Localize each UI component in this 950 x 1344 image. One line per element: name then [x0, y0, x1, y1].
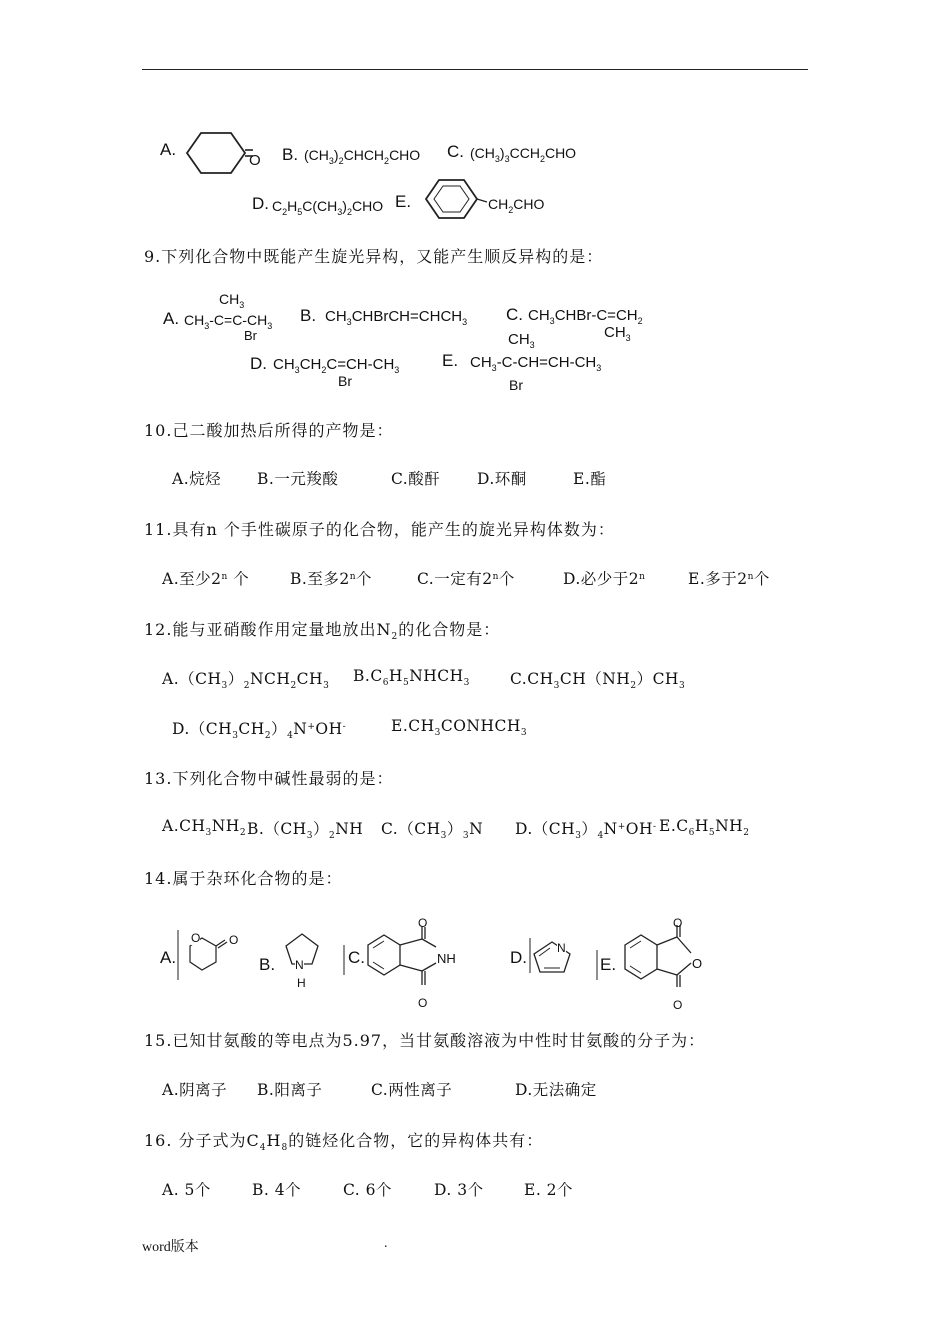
q9-option-d-label: D. — [250, 354, 267, 373]
q9-stem: 9.下列化合物中既能产生旋光异构，又能产生顺反异构的是： — [144, 247, 604, 266]
q8-option-d-formula: $C_2H_5C(CH_3)_2CHO$ — [272, 198, 384, 217]
q9-c-methyl: $CH_3$ — [604, 324, 631, 343]
bottom-carbonyl-oxygen: O — [418, 996, 428, 1010]
q13-option-c: $C.(CH_3)_3N$ — [381, 820, 484, 841]
q9-option-c-formula: $CH_3CHBr-C=CH_2$ — [528, 307, 643, 326]
q9-option-a-formula: $CH_3-C=C-CH_3$ — [184, 312, 273, 331]
q9-option-e-formula: $CH_3-C-CH=CH-CH_3$ — [470, 354, 602, 373]
bottom-carbonyl-oxygen: O — [673, 998, 683, 1012]
q8-option-d-label: D. — [252, 194, 269, 213]
q9-d-bromine: Br — [338, 373, 352, 389]
ring-nitrogen: N — [295, 958, 304, 972]
q8-option-b-formula: $(CH_3)_2CHCH_2CHO$ — [304, 147, 421, 166]
q15-stem: 15.已知甘氨酸的等电点为5.97，当甘氨酸溶液为中性时甘氨酸的分子为： — [144, 1031, 706, 1050]
q16-option-d: D. 3个 — [434, 1181, 484, 1199]
q9-option-b-label: B. — [300, 306, 317, 325]
q9-option-b-formula: $CH_3CHBrCH=CHCH_3$ — [325, 308, 468, 327]
q14-option-c-label: C. — [348, 948, 365, 967]
q16-option-c: C. 6个 — [343, 1181, 393, 1199]
q10-option-e: E.酯 — [573, 470, 607, 488]
q9-a-bromine: Br — [244, 328, 257, 343]
q12-option-a: $A.(CH_3)_2NCH_2CH_3$ — [162, 670, 330, 691]
q9-option-e-label: E. — [442, 351, 459, 370]
top-carbonyl-oxygen: O — [418, 916, 428, 930]
q15-option-c: C.两性离子 — [371, 1081, 453, 1099]
q9-e-methyl: $CH_3$ — [508, 331, 535, 350]
q12-option-d: $D.(CH_3CH_2)_4N^+OH^-$ — [172, 720, 347, 741]
pyrrolidine-structure — [284, 932, 324, 970]
header-rule — [142, 69, 808, 70]
q14-option-a-label: A. — [160, 948, 177, 967]
q11-option-e: E.多于2$^n$个 — [688, 570, 770, 588]
q9-option-a-label: A. — [163, 309, 180, 328]
q10-option-d: D.环酮 — [477, 470, 527, 488]
q13-option-a: $A.CH_3NH_2$ — [162, 817, 247, 838]
q9-option-c-label: C. — [506, 305, 523, 324]
q15-option-a: A.阴离子 — [162, 1081, 228, 1099]
carbonyl-oxygen: O — [229, 933, 239, 947]
q10-option-b: B.一元羧酸 — [257, 470, 339, 488]
q10-stem: 10.己二酸加热后所得的产物是： — [144, 421, 394, 440]
pyrrole-ring-structure — [532, 938, 577, 978]
ring-oxygen: O — [692, 956, 703, 971]
ring-oxygen: O — [191, 931, 201, 945]
q12-option-b: $B.C_6H_5NHCH_3$ — [353, 667, 470, 688]
q9-option-d-formula: $CH_3CH_2C=CH-CH_3$ — [273, 356, 400, 375]
q13-option-d: $D.(CH_3)_4N^+OH^-$ — [515, 820, 657, 841]
q11-option-b: B.至多2$^n$个 — [290, 570, 372, 588]
benzene-ring-structure — [425, 178, 495, 223]
q11-stem: 11.具有n 个手性碳原子的化合物，能产生的旋光异构体数为： — [144, 520, 615, 539]
q15-option-b: B.阳离子 — [257, 1081, 323, 1099]
q16-stem: 16. 分子式为$C_4H_8$的链烃化合物，它的异构体共有： — [144, 1131, 544, 1153]
q14-option-e-label: E. — [600, 955, 617, 974]
q11-option-c: C.一定有2$^n$个 — [417, 570, 515, 588]
q16-option-e: E. 2个 — [524, 1181, 574, 1199]
q16-option-a: A. 5个 — [162, 1181, 211, 1199]
q12-option-c: $C.CH_3CH(NH_2)CH_3$ — [510, 670, 686, 691]
q9-e-bromine: Br — [509, 377, 523, 393]
q8-option-e-formula: $CH_2CHO$ — [488, 196, 545, 215]
q9-a-methyl: $CH_3$ — [219, 291, 245, 310]
q10-option-c: C.酸酐 — [391, 470, 441, 488]
q15-option-d: D.无法确定 — [515, 1081, 597, 1099]
nitrogen-hydrogen: H — [297, 976, 306, 990]
q11-option-d: D.必少于2$^n$ — [563, 570, 646, 588]
q14-option-b-label: B. — [259, 955, 276, 974]
footer-dot: . — [384, 1236, 388, 1251]
footer-label: word版本 — [142, 1240, 199, 1255]
top-carbonyl-oxygen: O — [673, 916, 683, 930]
pyrrole-nitrogen: N — [557, 941, 566, 955]
q8-option-c-formula: $(CH_3)_3CCH_2CHO$ — [470, 145, 577, 164]
q16-option-b: B. 4个 — [252, 1181, 302, 1199]
imide-nh: NH — [437, 951, 456, 966]
q12-stem: 12.能与亚硝酸作用定量地放出$N_2$的化合物是： — [144, 620, 501, 642]
q14-stem: 14.属于杂环化合物的是： — [144, 869, 343, 888]
q13-option-e: $E.C_6H_5NH_2$ — [659, 817, 750, 838]
q8-option-e-label: E. — [395, 192, 412, 211]
q8-option-c-label: C. — [447, 142, 464, 161]
q11-option-a: A.至少2$^n$ 个 — [162, 570, 250, 588]
q13-option-b: $B.(CH_3)_2NH$ — [247, 820, 364, 841]
phthalide-anhydride-structure — [597, 915, 707, 1010]
q14-option-d-label: D. — [510, 948, 527, 967]
q8-option-b-label: B. — [282, 145, 299, 164]
q8-option-a-label: A. — [160, 140, 177, 159]
carbonyl-oxygen: O — [249, 152, 261, 169]
q10-option-a: A.烷烃 — [172, 470, 222, 488]
q13-stem: 13.下列化合物中碱性最弱的是： — [144, 769, 394, 788]
q12-option-e: $E.CH_3CONHCH_3$ — [391, 717, 528, 738]
